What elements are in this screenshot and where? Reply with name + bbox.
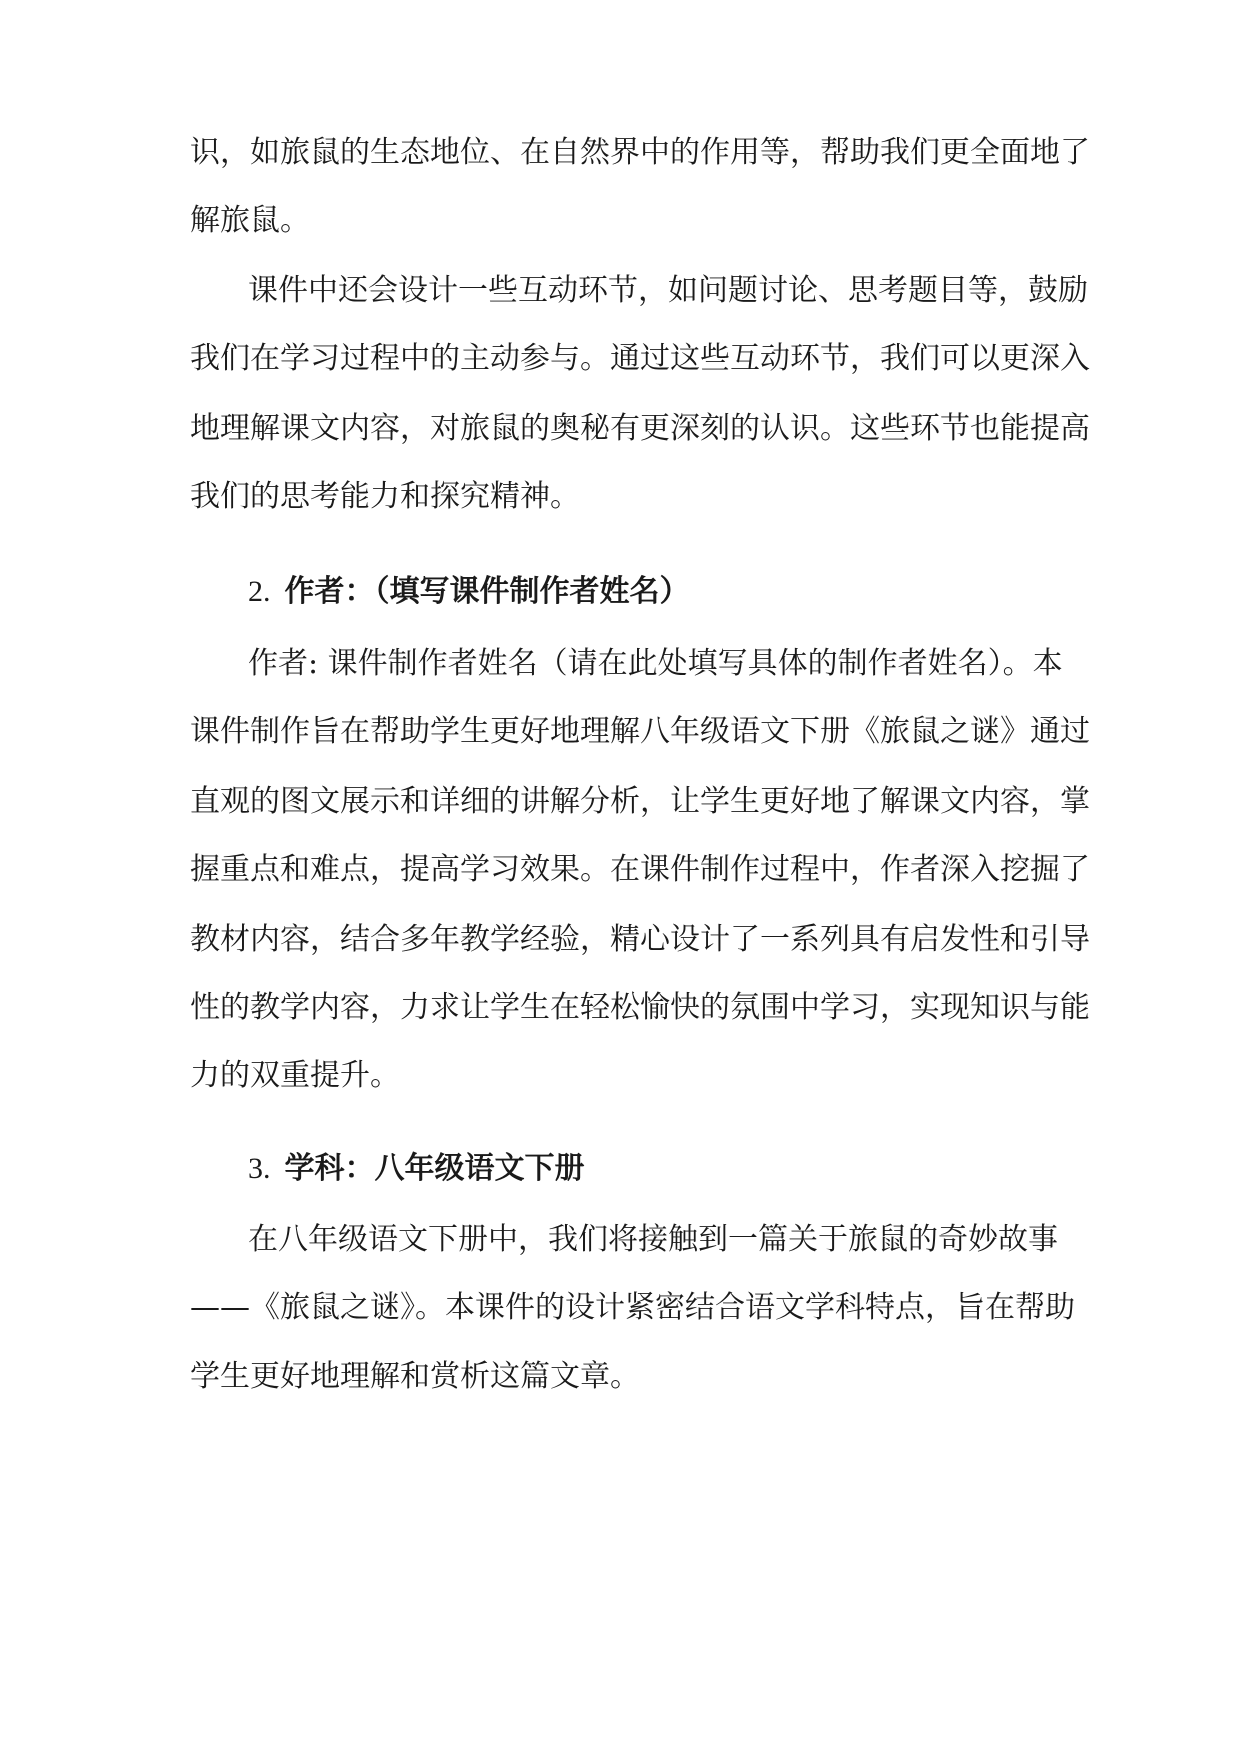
section-2-title: 作者：（填写课件制作者姓名） — [284, 574, 690, 609]
paragraph-2-line-2: 我们在学习过程中的主动参与。通过这些互动环节，我们可以更深入 — [190, 341, 1090, 376]
section-3-number: 3. — [248, 1152, 271, 1185]
paragraph-4-line-1: 在八年级语文下册中，我们将接触到一篇关于旅鼠的奇妙故事 — [248, 1222, 1058, 1257]
paragraph-2-line-4: 我们的思考能力和探究精神。 — [190, 479, 580, 514]
paragraph-3-line-2: 课件制作旨在帮助学生更好地理解八年级语文下册《旅鼠之谜》通过 — [190, 714, 1090, 749]
paragraph-3-line-5: 教材内容，结合多年教学经验，精心设计了一系列具有启发性和引导 — [190, 922, 1090, 957]
paragraph-2-line-1: 课件中还会设计一些互动环节，如问题讨论、思考题目等，鼓励 — [248, 273, 1088, 308]
paragraph-3-line-7: 力的双重提升。 — [190, 1058, 400, 1093]
paragraph-4-line-2: ——《旅鼠之谜》。本课件的设计紧密结合语文学科特点，旨在帮助 — [190, 1290, 1075, 1325]
section-2-number: 2. — [248, 575, 271, 608]
paragraph-4-line-3: 学生更好地理解和赏析这篇文章。 — [190, 1359, 640, 1394]
paragraph-3-line-4: 握重点和难点，提高学习效果。在课件制作过程中，作者深入挖掘了 — [190, 852, 1090, 887]
paragraph-1-line-1: 识，如旅鼠的生态地位、在自然界中的作用等，帮助我们更全面地了 — [190, 135, 1090, 170]
section-3-title: 学科：八年级语文下册 — [284, 1151, 585, 1186]
paragraph-1-line-2: 解旅鼠。 — [190, 203, 310, 238]
section-2-heading — [248, 572, 690, 612]
paragraph-3-line-6: 性的教学内容，力求让学生在轻松愉快的氛围中学习，实现知识与能 — [190, 990, 1090, 1025]
paragraph-2-line-3: 地理解课文内容，对旅鼠的奥秘有更深刻的认识。这些环节也能提高 — [190, 411, 1090, 446]
paragraph-3-line-3: 直观的图文展示和详细的讲解分析，让学生更好地了解课文内容，掌 — [190, 784, 1090, 819]
section-3-heading — [248, 1149, 585, 1189]
paragraph-3-line-1: 作者: 课件制作者姓名（请在此处填写具体的制作者姓名）。本 — [248, 646, 1063, 681]
